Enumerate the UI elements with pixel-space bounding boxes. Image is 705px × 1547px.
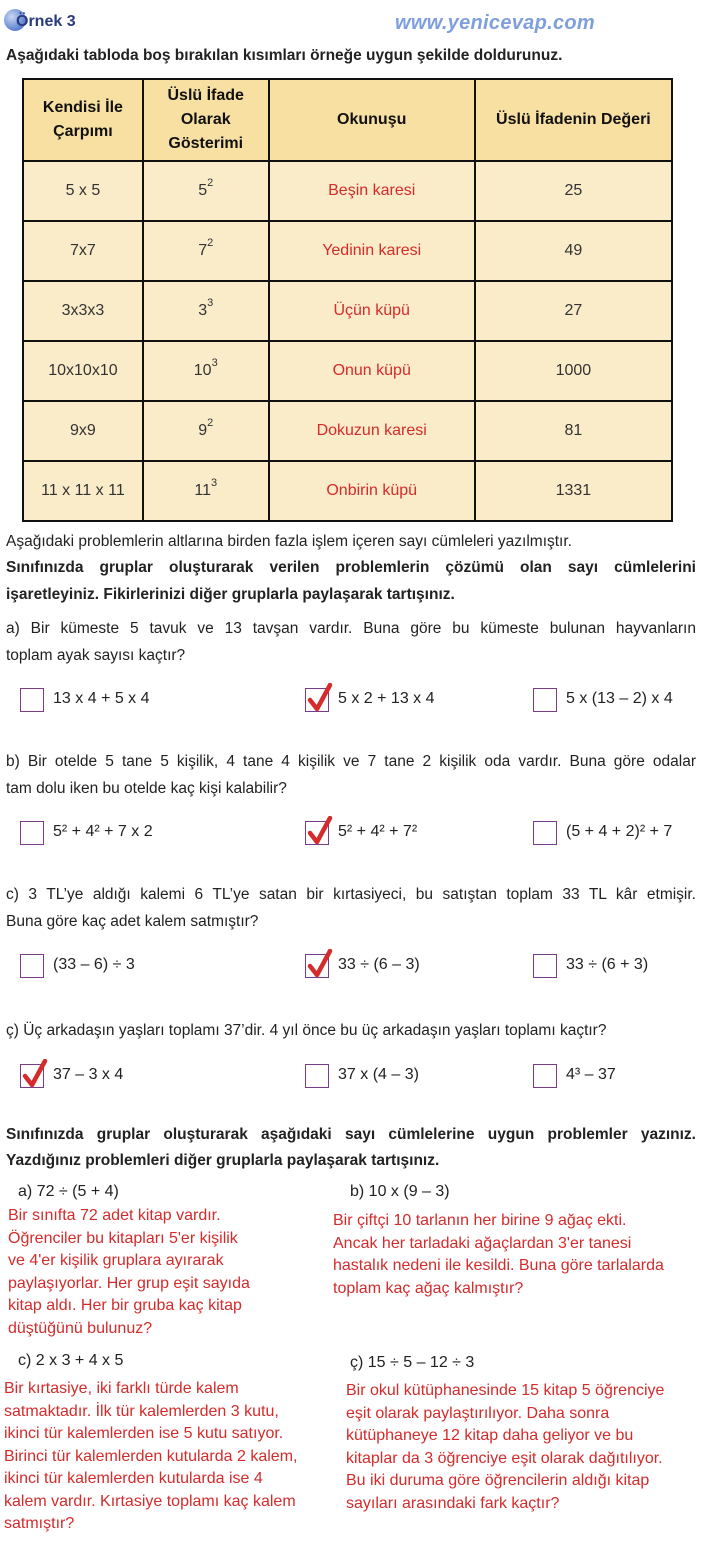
exercise-answer-line: Öğrenciler bu kitapları 5'er kişilik — [8, 1229, 238, 1247]
cell-value: 25 — [475, 161, 672, 221]
exercise-answer-line: kitap aldı. Her bir gruba kaç kitap — [8, 1297, 242, 1314]
exponent-base: 11 — [194, 482, 211, 499]
instruction-fill-table: Aşağıdaki tabloda boş bırakılan kısımları örneğe uygun şekilde doldurunuz. — [6, 47, 563, 64]
cell-exponent — [143, 221, 269, 281]
problem-text-cont: Buna göre kaç adet kalem satmıştır? — [6, 913, 259, 930]
option-checkbox[interactable] — [533, 1064, 557, 1088]
cell-product: 11 x 11 x 11 — [23, 461, 143, 521]
cell-value: 1000 — [475, 341, 672, 401]
header-value: Üslü İfadenin Değeri — [475, 79, 672, 161]
exponent-table — [22, 78, 673, 522]
option-checkbox[interactable] — [20, 688, 44, 712]
option-label: 4³ – 37 — [566, 1066, 616, 1083]
exercise-answer-line: ikinci tür kalemlerden ise 5 kutu satıyor. — [4, 1425, 284, 1442]
cell-product: 10x10x10 — [23, 341, 143, 401]
option-label: (5 + 4 + 2)² + 7 — [566, 823, 673, 840]
exponent-base: 10 — [193, 362, 212, 379]
badge-label: Örnek 3 — [16, 13, 76, 30]
exponent-power: 3 — [211, 357, 218, 369]
exercise-answer-line: paylaşıyorlar. Her grup eşit sayıda — [8, 1274, 250, 1292]
exercise-answer-line: kitaplar da 3 öğrenciye eşit olarak dağıtılıyor. — [346, 1449, 663, 1467]
exponent-power: 2 — [207, 417, 214, 429]
exercise-label: c) 2 x 3 + 4 x 5 — [18, 1352, 124, 1369]
problem-text: a) Bir kümeste 5 tavuk ve 13 tavşan vardır. Buna göre bu kümeste bulunan hayvanların — [6, 620, 696, 637]
option-checkbox[interactable] — [305, 688, 329, 712]
exercise-label: b) 10 x (9 – 3) — [350, 1183, 450, 1200]
cell-reading: Yedinin karesi — [269, 221, 475, 281]
checkmark-icon — [307, 949, 333, 979]
option-checkbox[interactable] — [20, 821, 44, 845]
option-checkbox[interactable] — [533, 954, 557, 978]
cell-product: 5 x 5 — [23, 161, 143, 221]
option-label: 5 x 2 + 13 x 4 — [338, 690, 435, 707]
problem-text: ç) Üç arkadaşın yaşları toplamı 37’dir. 4 yıl önce bu üç arkadaşın yaşları toplamı kaçtır? — [6, 1022, 607, 1039]
exercise-answer-line: Bir sınıfta 72 adet kitap vardır. — [8, 1207, 221, 1224]
exponent-power: 2 — [207, 237, 214, 249]
exponent-base: 3 — [198, 302, 208, 319]
cell-reading: Dokuzun karesi — [269, 401, 475, 461]
option-checkbox[interactable] — [305, 954, 329, 978]
cell-value: 27 — [475, 281, 672, 341]
table-row — [23, 341, 672, 401]
exercise-answer-line: Bir kırtasiye, iki farklı türde kalem — [4, 1380, 239, 1397]
option-checkbox[interactable] — [533, 821, 557, 845]
cell-product: 3x3x3 — [23, 281, 143, 341]
cell-exponent — [143, 401, 269, 461]
exercise-answer-line: Bir çiftçi 10 tarlanın her birine 9 ağaç ekti. — [333, 1212, 627, 1229]
exercise-answer-line: satmıştır? — [4, 1515, 75, 1532]
problem-text-cont: toplam ayak sayısı kaçtır? — [6, 647, 186, 664]
table-row — [23, 401, 672, 461]
exercise-answer-line: Birinci tür kalemlerden kutularda 2 kalem, — [4, 1447, 298, 1465]
exponent-base: 5 — [198, 182, 208, 199]
cell-reading: Onun küpü — [269, 341, 475, 401]
problem-text-cont: tam dolu iken bu otelde kaç kişi kalabilir? — [6, 780, 287, 797]
checkmark-icon — [22, 1059, 48, 1089]
table-row — [23, 221, 672, 281]
cell-reading: Onbirin küpü — [269, 461, 475, 521]
option-label: 13 x 4 + 5 x 4 — [53, 690, 150, 707]
option-checkbox[interactable] — [20, 1064, 44, 1088]
option-label: 33 ÷ (6 – 3) — [338, 956, 420, 973]
option-label: (33 – 6) ÷ 3 — [53, 956, 135, 973]
instruction-write-line2: Yazdığınız problemleri diğer gruplarla paylaşarak tartışınız. — [6, 1152, 440, 1169]
header-exponent: Üslü İfade Olarak Gösterimi — [143, 79, 269, 161]
table-row — [23, 161, 672, 221]
exponent-power: 3 — [207, 297, 214, 309]
option-checkbox[interactable] — [20, 954, 44, 978]
cell-exponent — [143, 461, 269, 521]
option-checkbox[interactable] — [533, 688, 557, 712]
exponent-base: 9 — [198, 422, 208, 439]
exercise-answer-line: hastalık nedeni ile kesildi. Buna göre tarlalarda — [333, 1257, 664, 1274]
header-reading: Okunuşu — [269, 79, 475, 161]
exercise-answer-line: Bu iki duruma göre öğrencilerin aldığı kitap — [346, 1472, 650, 1489]
exponent-power: 3 — [210, 477, 218, 489]
checkmark-icon — [307, 816, 333, 846]
cell-value: 49 — [475, 221, 672, 281]
exercise-answer-line: kütüphaneye 12 kitap daha geliyor ve bu — [346, 1427, 634, 1444]
cell-reading: Üçün küpü — [269, 281, 475, 341]
exponent-base: 7 — [198, 242, 208, 259]
option-checkbox[interactable] — [305, 1064, 329, 1088]
table-row — [23, 461, 672, 521]
exercise-answer-line: Ancak her tarladaki ağaçlardan 3'er tanesi — [333, 1234, 632, 1252]
table-row — [23, 281, 672, 341]
header-product: Kendisi İle Çarpımı — [23, 79, 143, 161]
option-label: 37 x (4 – 3) — [338, 1066, 419, 1083]
exercise-answer-line: sayıları arasındaki fark kaçtır? — [346, 1494, 560, 1512]
exercise-answer-line: eşit olarak paylaştırılıyor. Daha sonra — [346, 1404, 610, 1422]
option-checkbox[interactable] — [305, 821, 329, 845]
option-label: 33 ÷ (6 + 3) — [566, 956, 649, 973]
cell-exponent — [143, 161, 269, 221]
cell-reading: Beşin karesi — [269, 161, 475, 221]
problem-text: b) Bir otelde 5 tane 5 kişilik, 4 tane 4 kişilik ve 7 tane 2 kişilik oda vardır. Buna göre odalar — [6, 753, 696, 770]
cell-product: 9x9 — [23, 401, 143, 461]
problem-text: c) 3 TL’ye aldığı kalemi 6 TL’ye satan bir kırtasiyeci, bu satıştan toplam 33 TL kâr etmişir. — [6, 886, 696, 903]
exercise-label: a) 72 ÷ (5 + 4) — [18, 1183, 119, 1200]
cell-value: 1331 — [475, 461, 672, 521]
exercise-answer-line: Bir okul kütüphanesinde 15 kitap 5 öğrenciye — [346, 1382, 665, 1399]
option-label: 5² + 4² + 7 x 2 — [53, 823, 153, 840]
exercise-answer-line: kalem vardır. Kırtasiye toplamı kaç kalem — [4, 1492, 296, 1510]
exercise-answer-line: satmaktadır. İlk tür kalemlerden 3 kutu, — [4, 1402, 279, 1420]
cell-value: 81 — [475, 401, 672, 461]
exercise-label: ç) 15 ÷ 5 – 12 ÷ 3 — [350, 1354, 475, 1371]
exercise-answer-line: toplam kaç ağaç kalmıştır? — [333, 1279, 524, 1297]
instruction-mark-line1: Sınıfınızda gruplar oluşturarak verilen problemlerin çözümü olan sayı cümlelerini — [6, 559, 696, 576]
option-label: 5² + 4² + 7² — [338, 823, 418, 840]
instruction-mark-line2: işaretleyiniz. Fikirlerinizi diğer gruplarla paylaşarak tartışınız. — [6, 586, 455, 603]
cell-exponent — [143, 341, 269, 401]
checkmark-icon — [307, 683, 333, 713]
example-badge — [4, 9, 124, 35]
exercise-answer-line: ve 4'er kişilik gruplara ayırarak — [8, 1252, 224, 1269]
option-label: 5 x (13 – 2) x 4 — [566, 690, 673, 707]
cell-product: 7x7 — [23, 221, 143, 281]
exponent-power: 2 — [207, 177, 214, 189]
cell-exponent — [143, 281, 269, 341]
exercise-answer-line: düştüğünü bulunuz? — [8, 1319, 153, 1337]
site-url: www.yenicevap.com — [395, 12, 595, 34]
exercise-answer-line: ikinci tür kalemlerden kutularda ise 4 — [4, 1470, 263, 1487]
option-label: 37 – 3 x 4 — [53, 1066, 124, 1083]
instruction-write-line1: Sınıfınızda gruplar oluşturarak aşağıdaki sayı cümlelerine uygun problemler yazınız. — [6, 1126, 696, 1143]
intro-problems: Aşağıdaki problemlerin altlarına birden fazla işlem içeren sayı cümleleri yazılmıştır. — [6, 533, 572, 550]
